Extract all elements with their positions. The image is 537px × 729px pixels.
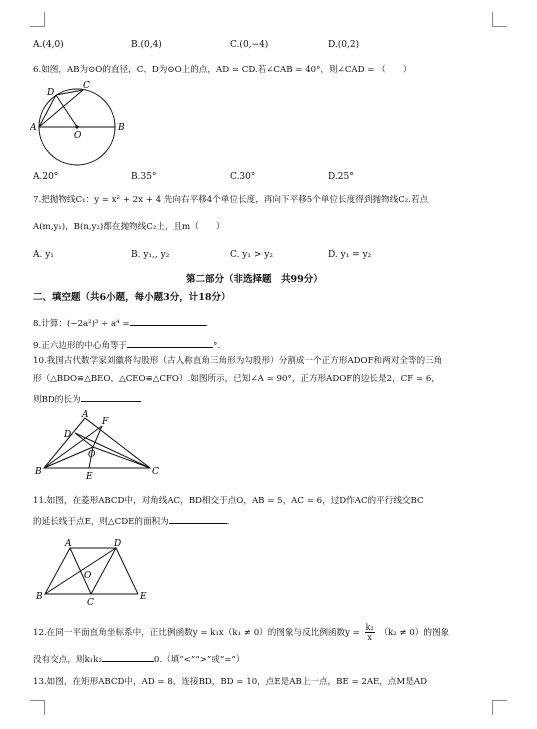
q10-label-c: C xyxy=(152,467,159,477)
corner-mark-top-left xyxy=(30,12,45,27)
q11-label-e: E xyxy=(140,592,147,602)
q11-line-1: 11.如图，在菱形ABCD中，对角线AC，BD相交于点O，AB = 5，AC = 6，过D作AC的平行线交BC xyxy=(33,496,424,506)
q10-label-d: D xyxy=(64,430,72,440)
q12-fraction xyxy=(365,623,375,642)
q10-segment-co xyxy=(93,447,150,468)
section-two-title: 二、填空题（共6小题，每小题3分，计18分） xyxy=(33,292,231,303)
q10-label-b: B xyxy=(35,467,42,477)
q10-question-text: 则BD的长为 xyxy=(33,395,81,405)
q12-fraction-numerator: k₂ xyxy=(365,623,374,632)
q9-text: 9.正六边形的中心角等于 xyxy=(33,341,128,351)
q11-suffix: . xyxy=(226,517,230,527)
q11-rhombus-figure xyxy=(34,537,152,609)
q10-label-o: O xyxy=(88,450,96,460)
q6-option-b[interactable]: B.35° xyxy=(131,172,157,182)
q5-option-a[interactable]: A.(4,0) xyxy=(33,40,64,50)
q12-question-text: 没有交点，则k₁k₂ xyxy=(33,655,102,665)
q10-answer-blank[interactable] xyxy=(81,392,141,402)
q5-option-b[interactable]: B.(0,4) xyxy=(131,40,162,50)
q11-segment-de xyxy=(116,548,138,594)
q10-line-3 xyxy=(33,392,141,406)
q6-chord-ac xyxy=(39,90,83,127)
q5-option-c[interactable]: C.(0,−4) xyxy=(230,40,269,50)
q11-question-text: 的延长线于点E，则△CDE的面积为 xyxy=(33,517,169,527)
q12-line-2 xyxy=(33,652,244,666)
q12-answer-blank[interactable] xyxy=(102,652,154,662)
q9-question xyxy=(33,338,220,352)
q12-fraction-denominator: x xyxy=(367,633,372,642)
q12-suffix: 0.（填“<”“>”或“=”） xyxy=(153,655,245,665)
q12-line-1 xyxy=(33,623,449,642)
q6-option-d[interactable]: D.25° xyxy=(328,172,354,182)
q11-diagonal-bd xyxy=(45,548,116,594)
q11-label-c: C xyxy=(87,598,94,608)
q6-stem: 6.如图，AB为⊙O的直径，C、D为⊙O上的点，AD = CD.若∠CAB = 40°，则∠CAD = （ ） xyxy=(33,65,412,75)
q6-option-c[interactable]: C.30° xyxy=(230,172,256,182)
q10-line-2: 形（△BDO≌△BEO，△CEO≌△CFO）.如图所示，已知∠A = 90°，正方形ADOF的边长是2，CF = 6， xyxy=(33,374,440,384)
q7-option-c[interactable]: C. y₁ > y₂ xyxy=(230,250,273,260)
q6-center-point xyxy=(75,125,78,128)
part-two-title: 第二部分（非选择题 共99分） xyxy=(186,274,323,285)
q11-label-a: A xyxy=(65,539,72,549)
corner-mark-top-right xyxy=(492,12,507,27)
q11-line-2 xyxy=(33,514,229,528)
corner-mark-bottom-right xyxy=(492,700,507,715)
q8-question xyxy=(33,316,208,330)
q13-line-1: 13.如图，在矩形ABCD中，AD = 8，连接BD，BD = 10，点E是AB上一点，BE = 2AE，点M是AD xyxy=(33,677,428,687)
q11-label-d: D xyxy=(114,539,122,549)
q7-line-2: A(m,y₁)，B(n,y₂)都在抛物线C₂上，且m（ ） xyxy=(33,222,225,232)
q11-label-o: O xyxy=(84,571,92,581)
corner-mark-bottom-left xyxy=(30,700,45,715)
q6-label-b: B xyxy=(118,123,125,133)
q10-segment-cd xyxy=(75,433,150,468)
q7-option-d[interactable]: D. y₁ = y₂ xyxy=(328,250,372,260)
q9-answer-blank[interactable] xyxy=(127,338,213,348)
q6-segment-do xyxy=(56,95,77,127)
q7-option-a[interactable]: A. y₁ xyxy=(33,250,54,260)
q7-option-b[interactable]: B. y₁,, y₂ xyxy=(131,250,170,260)
q8-answer-blank[interactable] xyxy=(130,316,206,326)
q6-label-a: A xyxy=(30,123,37,133)
q6-chord-ad xyxy=(39,95,56,127)
q7-line-1: 7.把抛物线C₁：y = x² + 2x + 4 先向右平移4个单位长度，再向下平移5个单位长度得到抛物线C₂.若点 xyxy=(33,195,429,205)
q11-answer-blank[interactable] xyxy=(169,514,227,524)
q11-label-b: B xyxy=(36,592,43,602)
q9-suffix: °. xyxy=(213,341,221,351)
q5-option-d[interactable]: D.(0,2) xyxy=(328,40,360,50)
q6-label-c: C xyxy=(83,81,90,91)
q10-line-1: 10.我国古代数学家刘徽将勾股形（古人称直角三角形为勾股形）分割成一个正方形ADOF和两对全等的三角 xyxy=(33,356,443,366)
q12-stem: 12.在同一平面直角坐标系中，正比例函数y = k₁x（k₁ ≠ 0）的图象与反比例函数y = xyxy=(33,628,360,638)
q10-triangle-figure xyxy=(34,410,160,482)
q10-label-f: F xyxy=(102,417,109,427)
q6-option-a[interactable]: A.20° xyxy=(33,172,59,182)
q10-label-e: E xyxy=(86,472,93,482)
q6-circle-figure xyxy=(30,80,130,172)
q6-label-d: D xyxy=(47,88,55,98)
q12-stem-continued: （k₂ ≠ 0）的图象 xyxy=(379,628,450,638)
q8-expression: 8.计算：(−2a²)³ ÷ a⁴ = xyxy=(33,319,130,329)
q8-suffix: . xyxy=(205,319,209,329)
q10-label-a: A xyxy=(82,410,89,420)
q6-label-o: O xyxy=(74,131,82,141)
